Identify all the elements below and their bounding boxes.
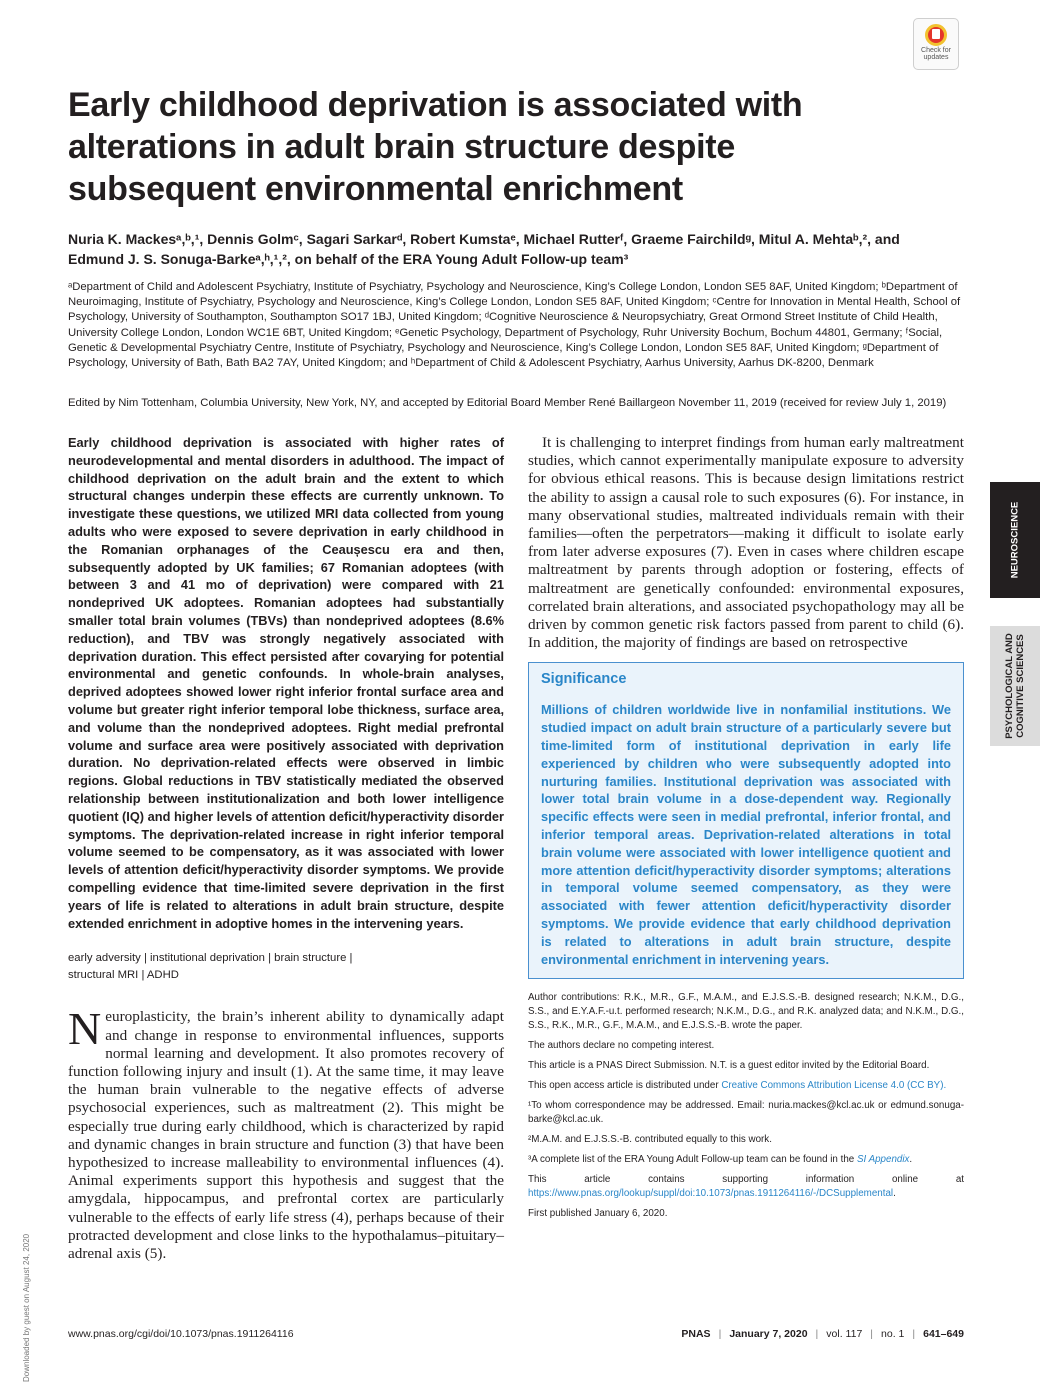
significance-text: Millions of children worldwide live in nonfamilial institutions. We studied impact on adult brain structure of a particularly severe but time-limited form of institutional deprivation in early life experienced by children who were subsequently adopted into nurturing families. Institutional deprivation was associated with lower total brain volume in a dose-dependent way. Regionally specific effects were seen in medial prefrontal, inferior frontal, and inferior temporal areas. Deprivation-related alterations in total brain volume were associated with lower intelligence quotient and more attention deficit/hyperactivity disorder symptoms; alterations in temporal volume seemed compensatory, as they were associated with fewer attention deficit/hyperactivity disorder symptoms. We provide evidence that early childhood deprivation is related to alterations in adult brain structure, despite environmental enrichment in intervening years. xyxy=(541,702,951,967)
page-footer xyxy=(68,1326,964,1342)
article-title: Early childhood deprivation is associated with alterations in adult brain structure despite subsequent environmental enrichment xyxy=(68,86,803,208)
abstract: Early childhood deprivation is associated with higher rates of neurodevelopmental and mental disorders in adulthood. The impact of childhood deprivation on the adult brain and the extent to which structural changes underpin these effects are currently unknown. To investigate these questions, we utilized MRI data collected from young adults who were exposed to severe deprivation in early childhood in the Romanian orphanages of the Ceaușescu era and then, subsequently adopted by UK families; 67 Romanian adoptees (with between 3 and 41 mo of deprivation) were compared with 21 nondeprived UK adoptees. Romanian adoptees had substantially smaller total brain volumes (TBVs) than nondeprived adoptees (8.6% reduction), and TBV was strongly negatively associated with deprivation duration. This effect persisted after covarying for potential environmental and genetic confounds. In whole-brain analyses, deprived adoptees showed lower right inferior frontal surface area and volume but greater right inferior temporal lobe thickness, surface area, and volume than the nondeprived adoptees. Right medial prefrontal volume and surface area were positively associated with deprivation duration. No deprivation-related effects were observed in limbic regions. Global reductions in TBV statistically mediated the observed relationship between institutionalization and both lower intelligence quotient (IQ) and higher levels of attention deficit/hyperactivity disorder symptoms. The deprivation-related increase in right inferior temporal volume seemed to be compensatory, as it was associated with lower levels of attention deficit/hyperactivity disorder symptoms. We provide compelling evidence that time-limited severe deprivation in the first years of life is related to alterations in adult brain structure, despite extended enrichment in adoptive homes in the intervening years. xyxy=(68,435,504,931)
section-tab-neuroscience-label: NEUROSCIENCE xyxy=(1009,501,1021,579)
right-column xyxy=(528,434,964,1227)
publication-date: First published January 6, 2020. xyxy=(528,1208,668,1220)
license-text: This open access article is distributed under xyxy=(528,1080,722,1092)
psych-line2: COGNITIVE SCIENCES xyxy=(1015,634,1026,738)
si-appendix-link[interactable]: SI Appendix xyxy=(856,1154,910,1166)
download-watermark: Downloaded by guest on August 24, 2020 xyxy=(22,1233,31,1382)
affiliations: ᵃDepartment of Child and Adolescent Psychiatry, Institute of Psychiatry, Psychology and Neuroscience, King’s College London, London SE5 8AF, United Kingdom; ᵇDepartment of Neuroimaging, Institute of Psychiatry, Psychology and Neuroscience, King’s College London, London SE5 8AF, United Kingdom; ᶜCentre for Innovation in Mental Health, School of Psychology, University of Southampton, Southampton SO17 1BJ, United Kingdom; ᵈCognitive Neuroscience & Neuropsychiatry, Great Ormond Street Institute of Child Health, University College London, London WC1E 6BT, United Kingdom; ᵉGenetic Psychology, Department of Psychology, Ruhr University Bochum, Bochum 44801, Germany; ᶠSocial, Genetic & Developmental Psychiatry Centre, Institute of Psychiatry, Psychology and Neuroscience, King’s College London, London SE5 8AF, United Kingdom; ᵍDepartment of Psychology, University of Bath, Bath BA2 7AY, United Kingdom; and ʰDepartment of Child & Adolescent Psychiatry, Aarhus University, Aarhus DK-8200, Denmark xyxy=(68,281,961,370)
si-text: This article contains supporting information online at xyxy=(528,1174,964,1186)
footer-date: January 7, 2020 xyxy=(729,1328,808,1340)
si-period: . xyxy=(893,1188,896,1200)
check-updates-line2: updates xyxy=(923,54,949,61)
psych-line1: PSYCHOLOGICAL AND xyxy=(1004,633,1015,739)
footer-citation xyxy=(681,1326,964,1342)
team-text: ³A complete list of the ERA Young Adult Follow-up team can be found in the xyxy=(528,1154,857,1166)
footer-volume: vol. 117 xyxy=(826,1328,863,1340)
correspondence-note: ¹To whom correspondence may be addressed. Email: nuria.mackes@kcl.ac.uk or edmund.sonuga-barke@kcl.ac.uk. xyxy=(528,1100,964,1126)
footer-separator: | xyxy=(718,1328,722,1340)
drop-cap: N xyxy=(68,1003,102,1055)
article-notes xyxy=(528,991,964,1221)
author-list: Nuria K. Mackesᵃ,ᵇ,¹, Dennis Golmᶜ, Sagari Sarkarᵈ, Robert Kumstaᵉ, Michael Rutterᶠ, Graeme Fairchildᵍ, Mitul A. Mehtaᵇ,², and Edmund J. S. Sonuga-Barkeᵃ,ʰ,¹,², on behalf of the ERA Young Adult Follow-up team³ xyxy=(68,231,900,267)
check-updates-line1: Check for xyxy=(921,47,951,54)
check-for-updates-badge[interactable] xyxy=(913,18,959,70)
supplemental-link[interactable]: https://www.pnas.org/lookup/suppl/doi:10.1073/pnas.1911264116/-/DCSupplemental xyxy=(528,1188,894,1200)
direct-submission: This article is a PNAS Direct Submission. N.T. is a guest editor invited by the Editorial Board. xyxy=(528,1060,930,1072)
keywords-line2: structural MRI | ADHD xyxy=(68,969,179,982)
significance-title: Significance xyxy=(541,671,627,688)
significance-box xyxy=(528,662,964,979)
competing-interest: The authors declare no competing interest. xyxy=(528,1040,715,1052)
section-tab-psychological xyxy=(990,626,1040,746)
equal-contribution-note: ²M.A.M. and E.J.S.S.-B. contributed equally to this work. xyxy=(528,1134,772,1146)
supporting-info-note xyxy=(528,1173,964,1201)
body-paragraph: It is challenging to interpret findings from human early maltreatment studies, which cannot experimentally manipulate exposure to adversity for obvious ethical reasons. This is because design limitations restrict the ability to assign a causal role to such exposures (6). For instance, in many observational studies, maltreated individuals remain with their families—often the perpetrators—making it difficult to isolate early from later adverse exposures (7). Even in cases where children escape maltreatment by parents through adoption or fostering, effects of maltreatment are genetically confounded: environmental exposures, correlated brain alterations, and associated psychopathology may all be driven by common genetic risk factors passed from parent to child (6). In addition, the majority of findings are based on retrospective xyxy=(528,434,964,652)
left-column xyxy=(68,434,504,1263)
keywords xyxy=(68,950,504,984)
intro-text: europlasticity, the brain’s inherent ability to dynamically adapt and change in response to environmental influences, supports normal learning and development. It also promotes recovery of function following injury and insult (1). At the same time, it may leave the human brain vulnerable to the negative effects of adverse psychosocial experiences, such as maltreatment (2). This might be especially true during early childhood, which is characterized by rapid and dynamic changes in brain structure and function (3) that have been hypothesized to increase malleability to environmental influences (4). Animal experiments support this hypothesis and suggest that the amygdala, hippocampus, and prefrontal cortex are particularly vulnerable to the effects of early life stress (4), perhaps because of their protracted development and close links to the hypothalamus–pituitary–adrenal axis (5). xyxy=(68,1008,504,1262)
section-tab-psychological-label xyxy=(1004,633,1026,739)
footer-issue: no. 1 xyxy=(881,1328,905,1340)
edited-by: Edited by Nim Tottenham, Columbia University, New York, NY, and accepted by Editorial Board Member René Baillargeon November 11, 2019 (received for review July 1, 2019) xyxy=(68,397,947,409)
intro-paragraph xyxy=(68,1003,504,1263)
footer-pages: 641–649 xyxy=(923,1328,964,1340)
footer-journal: PNAS xyxy=(681,1328,711,1340)
crossmark-icon xyxy=(925,24,947,46)
license-link[interactable]: Creative Commons Attribution License 4.0 (CC BY). xyxy=(721,1080,947,1092)
license-note xyxy=(528,1079,964,1093)
footer-separator: | xyxy=(870,1328,874,1340)
keywords-line1: early adversity | institutional deprivation | brain structure | xyxy=(68,952,353,965)
section-tab-neuroscience xyxy=(990,482,1040,598)
author-contributions: Author contributions: R.K., M.R., G.F., M.A.M., and E.J.S.S.-B. designed research; N.K.M., D.G., S.S., and E.Y.A.F.-u.t. performed research; N.K.M., D.G., and R.K. analyzed data; and N.K.M., D.G., S.S., R.K., M.R., G.F., M.A.M., and E.J.S.S.-B. wrote the paper. xyxy=(528,992,964,1032)
footer-separator: | xyxy=(912,1328,916,1340)
team-note xyxy=(528,1153,964,1167)
team-period: . xyxy=(909,1154,913,1166)
footer-separator: | xyxy=(815,1328,819,1340)
footer-doi-link[interactable]: www.pnas.org/cgi/doi/10.1073/pnas.1911264116 xyxy=(68,1328,294,1340)
